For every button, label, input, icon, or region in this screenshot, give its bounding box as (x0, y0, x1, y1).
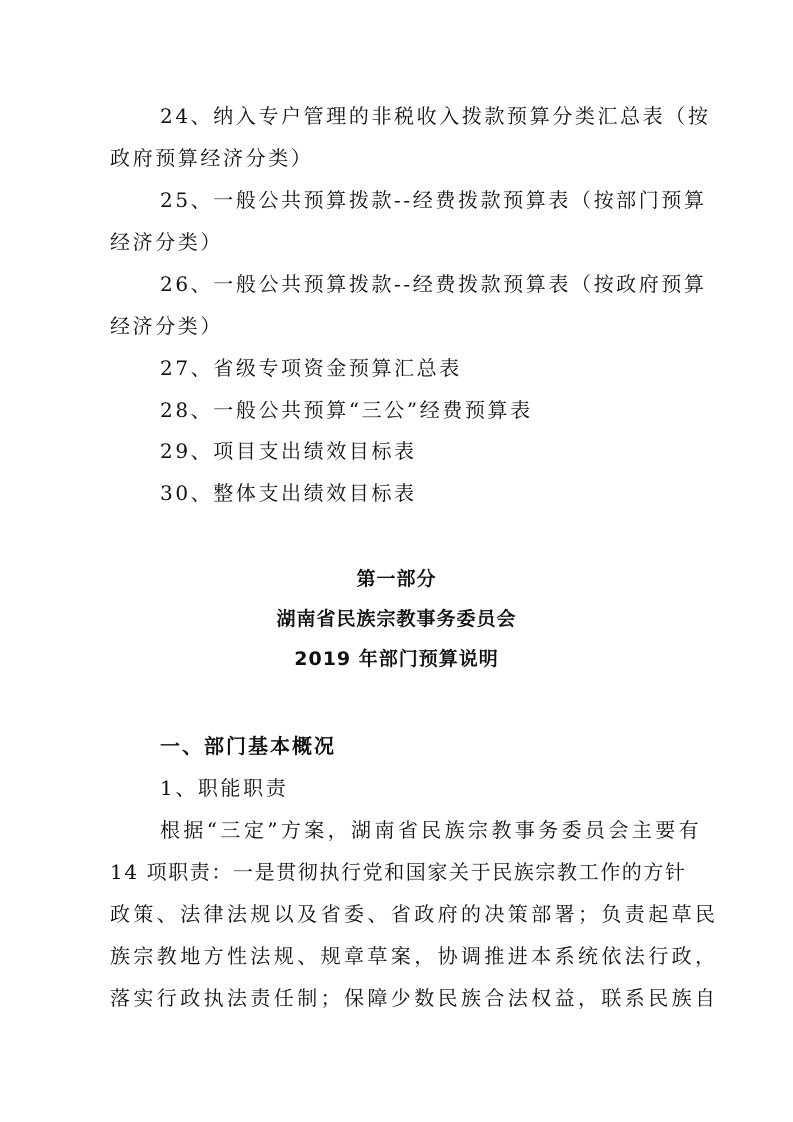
document-subtitle: 2019 年部门预算说明 (294, 648, 499, 670)
toc-item-28: 28、一般公共预算“三公”经费预算表 (160, 398, 533, 422)
toc-item-30: 30、整体支出绩效目标表 (160, 481, 417, 505)
toc-item-26-line1: 26、一般公共预算拨款--经费拨款预算表（按政府预算 (160, 272, 707, 296)
paragraph-line-4: 族宗教地方性法规、规章草案，协调推进本系统依法行政， (110, 944, 719, 968)
toc-item-26-line2: 经济分类） (110, 314, 223, 338)
toc-item-25-line1: 25、一般公共预算拨款--经费拨款预算表（按部门预算 (160, 188, 707, 212)
part-title: 第一部分 (356, 568, 437, 590)
toc-item-27: 27、省级专项资金预算汇总表 (160, 356, 462, 380)
paragraph-line-3: 政策、法律法规以及省委、省政府的决策部署；负责起草民 (110, 902, 719, 926)
paragraph-line-1: 根据“三定”方案，湖南省民族宗教事务委员会主要有 (160, 818, 703, 842)
section-heading: 一、部门基本概况 (160, 734, 336, 758)
toc-item-24-line2: 政府预算经济分类） (110, 146, 314, 170)
paragraph-line-5: 落实行政执法责任制；保障少数民族合法权益，联系民族自 (110, 986, 719, 1010)
paragraph-line-2: 14 项职责：一是贯彻执行党和国家关于民族宗教工作的方针 (110, 860, 687, 884)
toc-item-25-line2: 经济分类） (110, 230, 223, 254)
toc-item-24-line1: 24、纳入专户管理的非税收入拨款预算分类汇总表（按 (160, 104, 711, 128)
toc-item-29: 29、项目支出绩效目标表 (160, 439, 417, 463)
section-subheading: 1、职能职责 (160, 776, 289, 800)
organization-title: 湖南省民族宗教事务委员会 (276, 608, 517, 630)
